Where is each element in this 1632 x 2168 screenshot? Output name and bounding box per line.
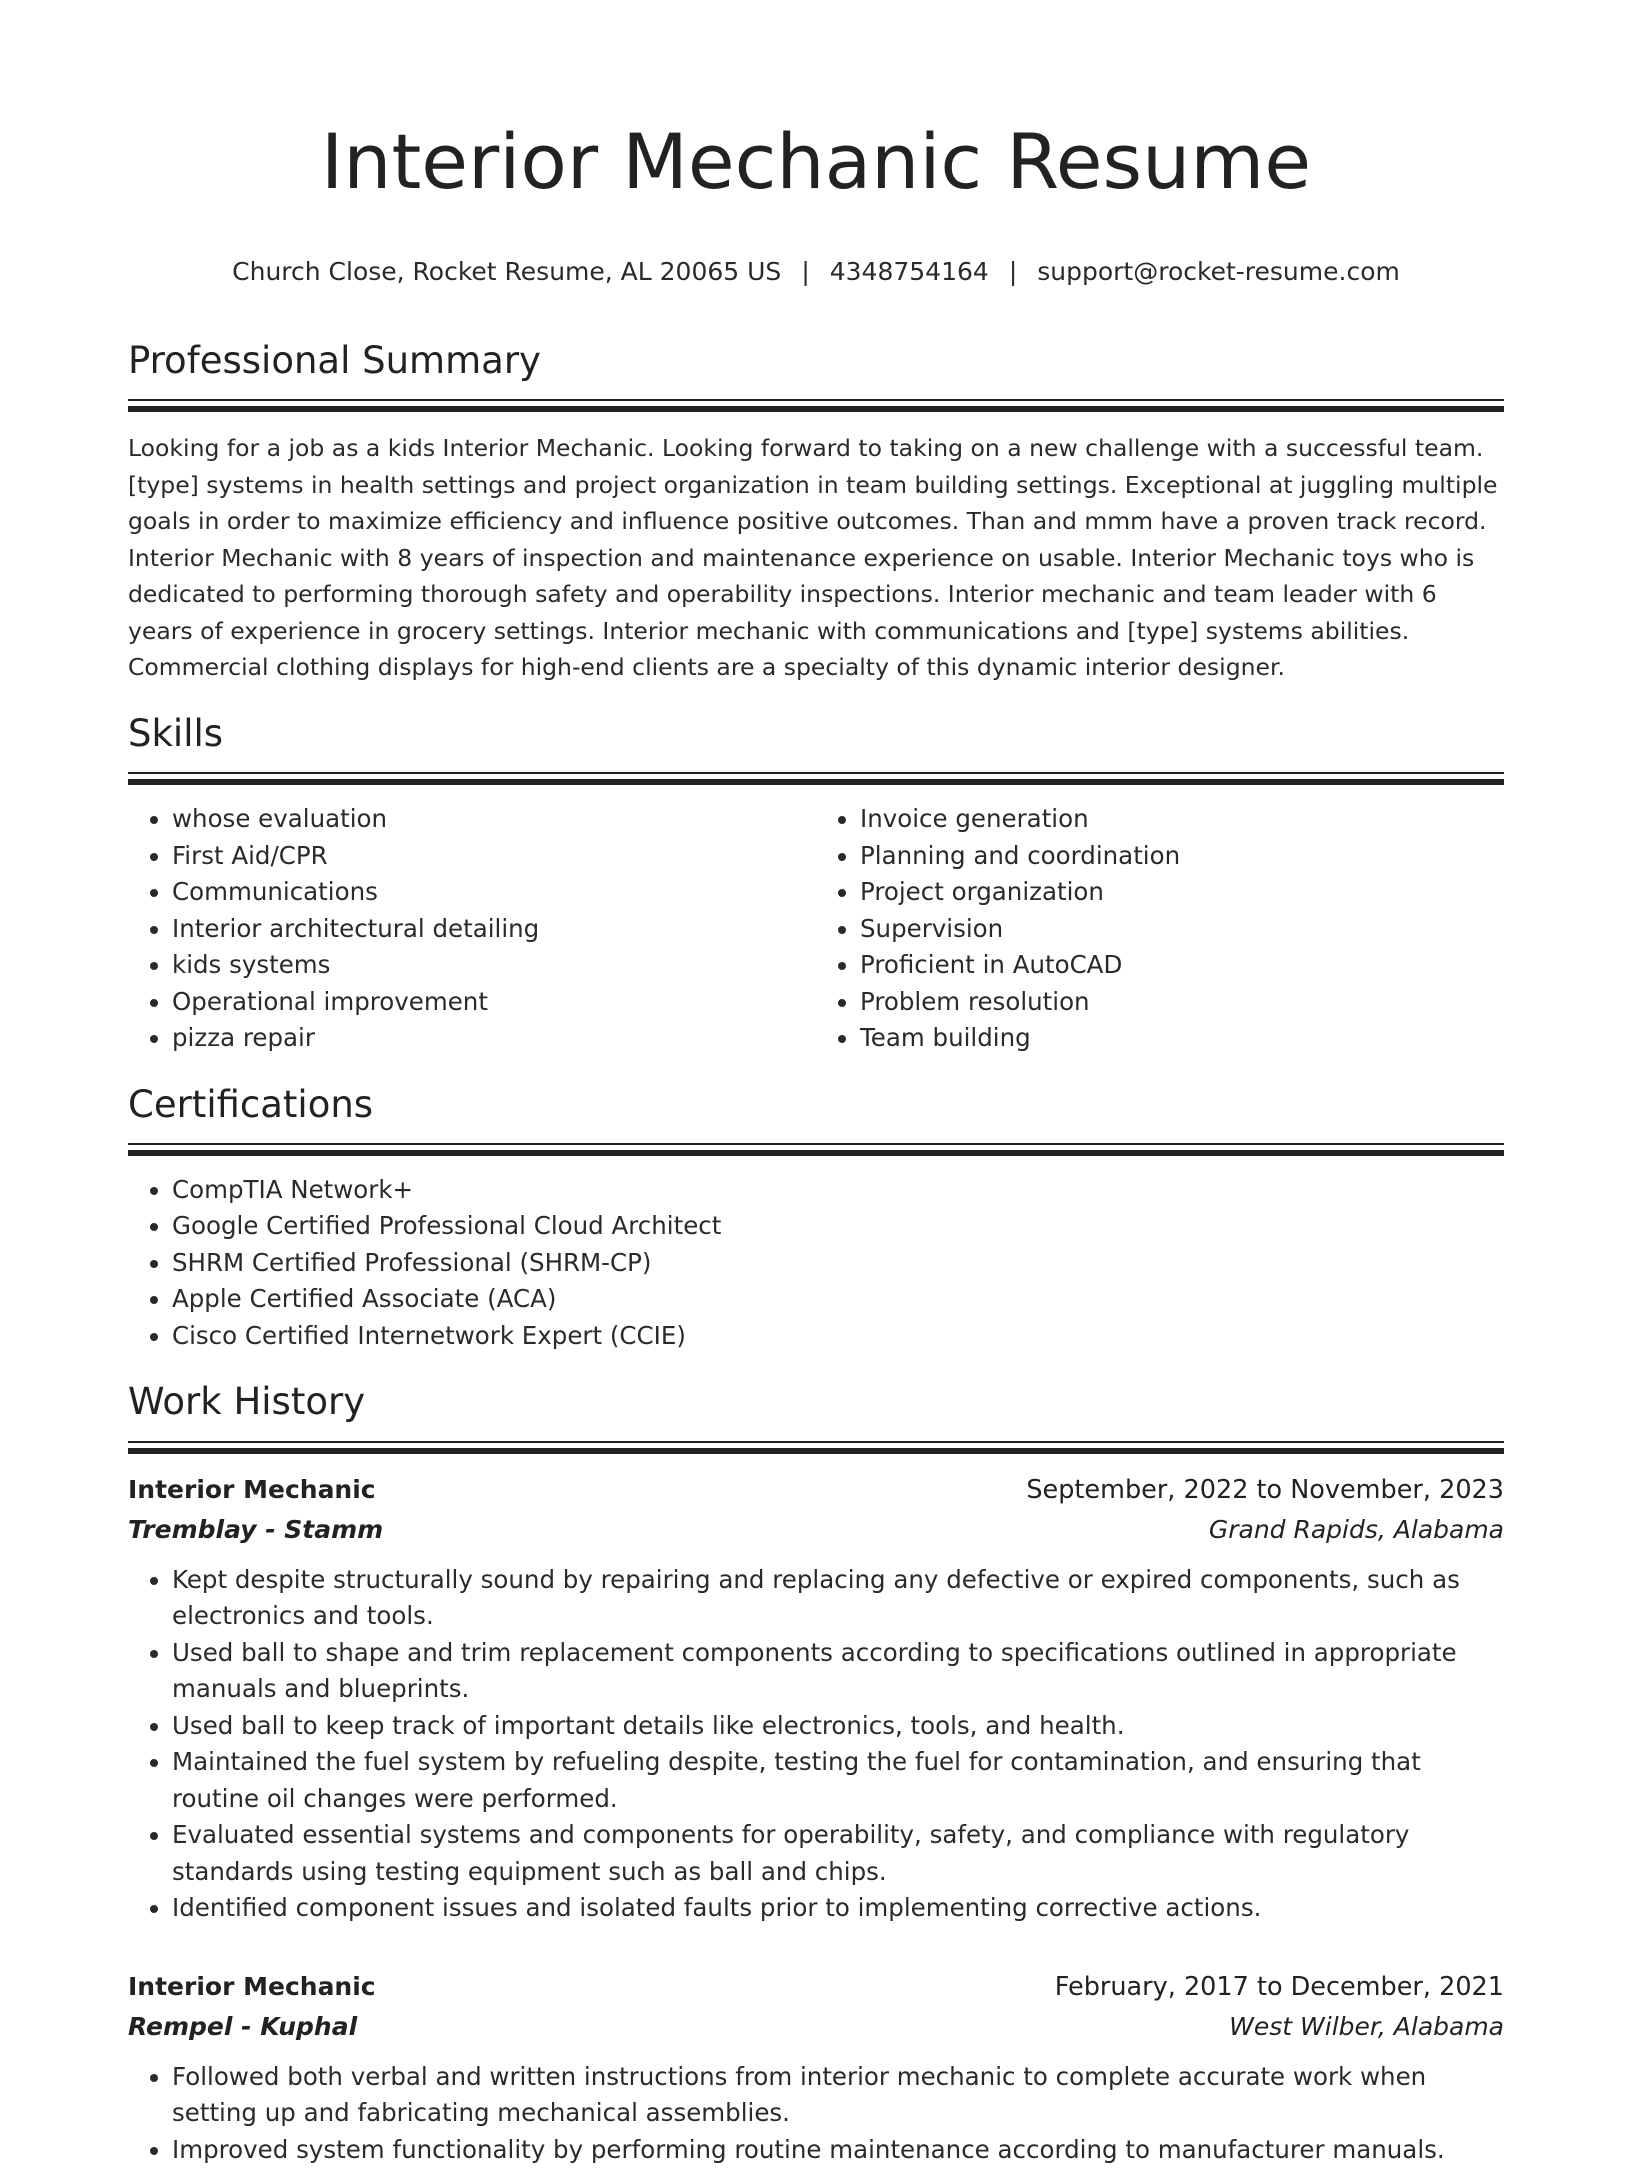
- skill-item: • Supervision: [860, 911, 1504, 948]
- job-title: Interior Mechanic: [128, 1971, 376, 2001]
- contact-line: [128, 256, 1504, 289]
- certifications-section: [128, 1083, 1504, 1355]
- section-heading-certifications: Certifications: [128, 1082, 374, 1126]
- section-divider: [128, 1143, 1504, 1158]
- summary-section: [128, 339, 1504, 686]
- certification-item: • Google Certified Professional Cloud Architect: [172, 1208, 1504, 1245]
- job-dates: September, 2022 to November, 2023: [1026, 1474, 1504, 1505]
- certifications-list: [128, 1172, 1504, 1355]
- skills-section: [128, 712, 1504, 1057]
- contact-phone: 4348754164: [829, 257, 989, 287]
- section-divider: [128, 399, 1504, 414]
- skill-item: • Problem resolution: [860, 984, 1504, 1021]
- skill-item: • Project organization: [860, 874, 1504, 911]
- skill-item: • Proficient in AutoCAD: [860, 947, 1504, 984]
- job-duty-item: • Used ball to keep track of important details like electronics, tools, and health.: [172, 1708, 1504, 1745]
- certification-item: • Cisco Certified Internetwork Expert (CCIE): [172, 1318, 1504, 1355]
- skill-item: • Operational improvement: [172, 984, 816, 1021]
- skill-item: • First Aid/CPR: [172, 838, 816, 875]
- section-heading-skills: Skills: [128, 711, 224, 755]
- job-entry: [128, 1470, 1504, 1927]
- contact-separator: |: [1008, 257, 1018, 287]
- skill-item: • Invoice generation: [860, 801, 1504, 838]
- job-header-row: [128, 1967, 1504, 2007]
- job-duty-item: • Maintained the fuel system by refueling despite, testing the fuel for contamination, and ensuring that routine oil changes were performed.: [172, 1744, 1504, 1817]
- contact-address: Church Close, Rocket Resume, AL 20065 US: [232, 257, 782, 287]
- job-duty-item: • Used ball to shape and trim replacement components according to specifications outlined in appropriate manuals and blueprints.: [172, 1635, 1504, 1708]
- skills-list-right: [816, 801, 1504, 1057]
- skill-item: • pizza repair: [172, 1020, 816, 1057]
- contact-email: support@rocket-resume.com: [1037, 257, 1400, 287]
- section-heading-work-history: Work History: [128, 1380, 366, 1424]
- job-duty-item: • Evaluated essential systems and components for operability, safety, and compliance with regulatory standards using testing equipment such as ball and chips.: [172, 1817, 1504, 1890]
- job-duty-item: • Improved system functionality by performing routine maintenance according to manufacturer manuals.: [172, 2132, 1504, 2168]
- section-divider: [128, 772, 1504, 787]
- skill-item: • whose evaluation: [172, 801, 816, 838]
- job-duty-item: • Identified component issues and isolated faults prior to implementing corrective actions.: [172, 1890, 1504, 1927]
- job-subheader-row: [128, 1510, 1504, 1550]
- job-company: Rempel - Kuphal: [128, 2011, 358, 2041]
- skill-item: • Team building: [860, 1020, 1504, 1057]
- job-subheader-row: [128, 2007, 1504, 2047]
- contact-separator: |: [801, 257, 810, 287]
- skills-grid: [128, 801, 1504, 1057]
- skills-list-left: [128, 801, 816, 1057]
- job-duties-list: [128, 2059, 1504, 2168]
- job-header-row: [128, 1470, 1504, 1510]
- work-history-section: [128, 1380, 1504, 2168]
- job-dates: February, 2017 to December, 2021: [1054, 1971, 1504, 2002]
- resume-page: [128, 0, 1504, 2168]
- certification-item: • CompTIA Network+: [172, 1172, 1504, 1209]
- job-entry: [128, 1967, 1504, 2168]
- certification-item: • Apple Certified Associate (ACA): [172, 1281, 1504, 1318]
- section-heading-summary: Professional Summary: [128, 338, 541, 382]
- job-duties-list: [128, 1562, 1504, 1927]
- job-company: Tremblay - Stamm: [128, 1514, 384, 1544]
- job-location: West Wilber, Alabama: [1229, 2011, 1504, 2041]
- skill-item: • kids systems: [172, 947, 816, 984]
- skill-item: • Communications: [172, 874, 816, 911]
- job-duty-item: • Followed both verbal and written instructions from interior mechanic to complete accurate work when setting up and fabricating mechanical assemblies.: [172, 2059, 1504, 2132]
- section-divider: [128, 1441, 1504, 1456]
- skill-item: • Interior architectural detailing: [172, 911, 816, 948]
- resume-title: Interior Mechanic Resume: [320, 117, 1312, 206]
- job-title: Interior Mechanic: [128, 1474, 376, 1504]
- job-location: Grand Rapids, Alabama: [1208, 1514, 1504, 1544]
- job-duty-item: • Kept despite structurally sound by repairing and replacing any defective or expired components, such as electronics and tools.: [172, 1562, 1504, 1635]
- certification-item: • SHRM Certified Professional (SHRM-CP): [172, 1245, 1504, 1282]
- skill-item: • Planning and coordination: [860, 838, 1504, 875]
- summary-text: Looking for a job as a kids Interior Mechanic. Looking forward to taking on a new challenge with a successful team. [type] systems in health settings and project organization in team building settings. Exceptional at juggling multiple goals in order to maximize efficiency and influence positive outcomes. Than and mmm have a proven track record. Interior Mechanic with 8 years of inspection and maintenance experience on usable. Interior Mechanic toys who is dedicated to performing thorough safety and operability inspections. Interior mechanic and team leader with 6 years of experience in grocery settings. Interior mechanic with communications and [type] systems abilities. Commercial clothing displays for high-end clients are a specialty of this dynamic interior designer.: [128, 434, 1498, 682]
